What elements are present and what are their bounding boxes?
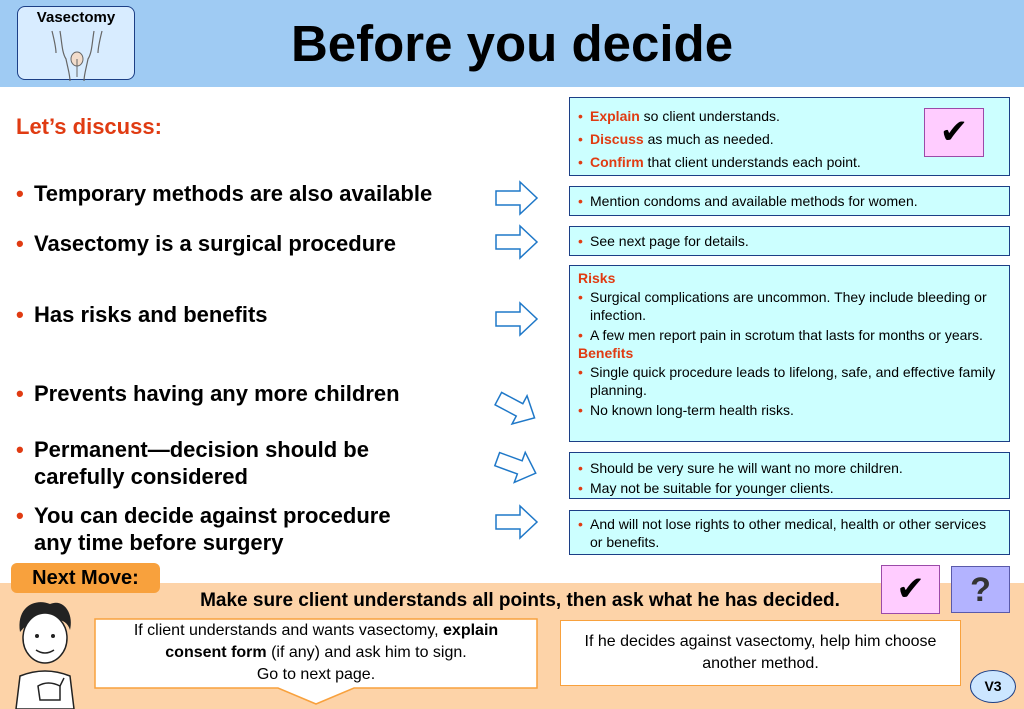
discussion-point: • Temporary methods are also available [16,181,433,206]
bullet-icon: • [16,231,24,256]
bullet-icon: • [16,437,24,462]
next-move-label: Next Move: [11,563,160,593]
bullet-icon: • [16,503,24,528]
arrow-right-icon [494,301,540,337]
topic-badge-label: Vasectomy [36,9,116,26]
counselor-figure-icon [2,596,92,709]
list-item: • See next page for details. [578,232,1001,250]
list-item: • A few men report pain in scrotum that lasts for months or years. [578,326,1001,344]
note-box [569,510,1010,555]
discussion-point: • Has risks and benefits [16,302,268,327]
list-item: • No known long-term health risks. [578,401,1001,419]
risks-heading: Risks [578,270,616,286]
consent-text: If client understands and wants vasectomy, explain consent form (if any) and ask him to sign. Go to next page. [133,622,499,683]
checkmark-icon: ✔ [924,108,984,157]
checkmark-icon[interactable]: ✔ [881,565,940,614]
discuss-label: Let’s discuss: [16,114,162,139]
consent-callout [94,618,538,704]
list-item: • Mention condoms and available methods for women. [578,192,1001,210]
arrow-right-icon [492,386,542,430]
arrow-right-icon [492,446,542,486]
bullet-icon: • [16,381,24,406]
discussion-point: • Permanent—decision should be carefully considered [16,437,369,489]
bullet-icon: • [16,302,24,327]
benefits-heading: Benefits [578,345,634,361]
risks-benefits-box [569,265,1010,442]
body-illustration-icon [48,29,106,81]
list-item: • Single quick procedure leads to lifelong, safe, and effective family planning. [578,363,1001,399]
list-item: • May not be suitable for younger clients. [578,478,1001,498]
list-item: • Confirm that client understands each point. [578,151,1001,174]
decides-against-box: If he decides against vasectomy, help him choose another method. [560,620,961,686]
list-item: • Discuss as much as needed. [578,128,1001,151]
list-item: • Should be very sure he will want no more children. [578,458,1001,478]
arrow-right-icon [494,504,540,540]
discussion-point: • Vasectomy is a surgical procedure [16,231,396,256]
question-mark-icon[interactable]: ? [951,566,1010,613]
next-move-instruction: Make sure client understands all points, then ask what he has decided. [200,590,840,611]
list-item: • Surgical complications are uncommon. They include bleeding or infection. [578,288,1001,324]
page-title: Before you decide [290,15,734,72]
list-item: • Explain so client understands. [578,105,1001,128]
note-box [569,186,1010,216]
topic-badge[interactable] [17,6,135,80]
note-box [569,226,1010,256]
note-box [569,452,1010,499]
discussion-point: • Prevents having any more children [16,381,400,406]
list-item: • And will not lose rights to other medical, health or other services or benefits. [578,515,1001,551]
discussion-point: • You can decide against procedure any time before surgery [16,503,391,555]
arrow-right-icon [494,224,540,260]
bullet-icon: • [16,181,24,206]
arrow-right-icon [494,180,540,216]
page-code-badge: V3 [970,670,1016,703]
